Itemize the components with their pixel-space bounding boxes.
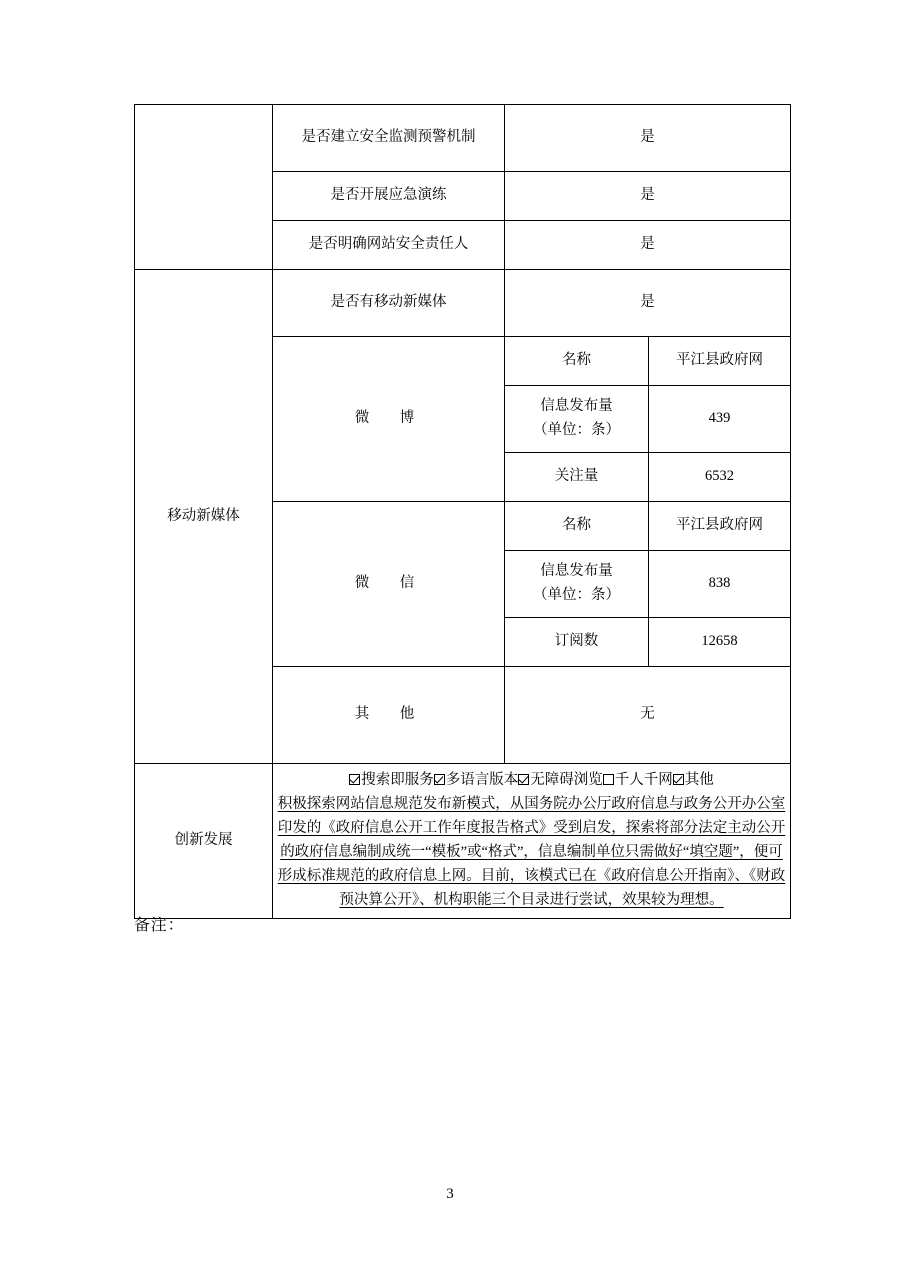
table-row xyxy=(135,105,791,172)
weixin-subscribers-value: 12658 xyxy=(649,618,791,667)
innovation-option-2[interactable] xyxy=(434,772,519,788)
weixin-name-value: 平江县政府网 xyxy=(649,502,791,551)
table-row xyxy=(135,764,791,919)
innovation-option-3-label: 无障碍浏览 xyxy=(530,772,603,788)
checkbox-unchecked-icon[interactable] xyxy=(603,774,614,785)
table-row xyxy=(135,270,791,337)
innovation-option-1-label: 搜索即服务 xyxy=(361,772,434,788)
security-section-label xyxy=(135,105,273,270)
has-mobile-media-question: 是否有移动新媒体 xyxy=(273,270,505,337)
weibo-name-value: 平江县政府网 xyxy=(649,337,791,386)
weixin-publish-count-key xyxy=(505,551,649,618)
weixin-publish-count-value: 838 xyxy=(649,551,791,618)
has-mobile-media-answer: 是 xyxy=(505,270,791,337)
weibo-publish-count-value: 439 xyxy=(649,386,791,453)
annual-report-table xyxy=(134,104,791,919)
innovation-option-4-label: 千人千网 xyxy=(614,772,673,788)
security-answer-2: 是 xyxy=(505,172,791,221)
weixin-publish-count-key-line2: （单位：条） xyxy=(533,587,620,603)
innovation-option-2-label: 多语言版本 xyxy=(445,772,519,788)
security-answer-1: 是 xyxy=(505,105,791,172)
innovation-option-5-label: 其他 xyxy=(684,772,714,788)
page-number: 3 xyxy=(446,1186,454,1202)
other-media-label: 其 他 xyxy=(273,667,505,764)
weibo-label: 微 博 xyxy=(273,337,505,502)
innovation-option-3[interactable] xyxy=(518,772,603,788)
checkbox-checked-icon[interactable] xyxy=(349,774,360,785)
security-question-3: 是否明确网站安全责任人 xyxy=(273,221,505,270)
checkbox-checked-icon[interactable] xyxy=(518,774,529,785)
innovation-option-5[interactable] xyxy=(673,772,714,788)
security-question-2: 是否开展应急演练 xyxy=(273,172,505,221)
weixin-name-key: 名称 xyxy=(505,502,649,551)
innovation-section-label: 创新发展 xyxy=(135,764,273,919)
other-media-value: 无 xyxy=(505,667,791,764)
security-question-1: 是否建立安全监测预警机制 xyxy=(273,105,505,172)
weixin-publish-count-key-line1: 信息发布量 xyxy=(540,563,613,580)
weibo-followers-key: 关注量 xyxy=(505,453,649,502)
security-answer-3: 是 xyxy=(505,221,791,270)
weibo-publish-count-key xyxy=(505,386,649,453)
weibo-name-key: 名称 xyxy=(505,337,649,386)
innovation-option-4[interactable] xyxy=(603,772,673,788)
remark-label: 备注： xyxy=(134,917,185,934)
checkbox-checked-icon[interactable] xyxy=(434,774,445,785)
innovation-text: 积极探索网站信息规范发布新模式，从国务院办公厅政府信息与政务公开办公室印发的《政府信息公开工作年度报告格式》受到启发，探索将部分法定主动公开的政府信息编制成统一“模板”或“格式”，信息编制单位只需做好“填空题”，便可形成标准规范的政府信息上网。目前，该模式已在《政府信息公开指南》、《财政预决算公开》、机构职能三个目录进行尝试，效果较为理想。 xyxy=(277,795,786,908)
weibo-followers-value: 6532 xyxy=(649,453,791,502)
weibo-publish-count-key-line2: （单位：条） xyxy=(533,422,620,438)
weixin-label: 微 信 xyxy=(273,502,505,667)
innovation-content xyxy=(273,764,791,919)
innovation-options xyxy=(277,769,786,793)
innovation-option-1[interactable] xyxy=(349,772,434,788)
weibo-publish-count-key-line1: 信息发布量 xyxy=(540,398,613,415)
checkbox-checked-icon[interactable] xyxy=(673,774,684,785)
weixin-subscribers-key: 订阅数 xyxy=(505,618,649,667)
mobile-media-section-label: 移动新媒体 xyxy=(135,270,273,764)
